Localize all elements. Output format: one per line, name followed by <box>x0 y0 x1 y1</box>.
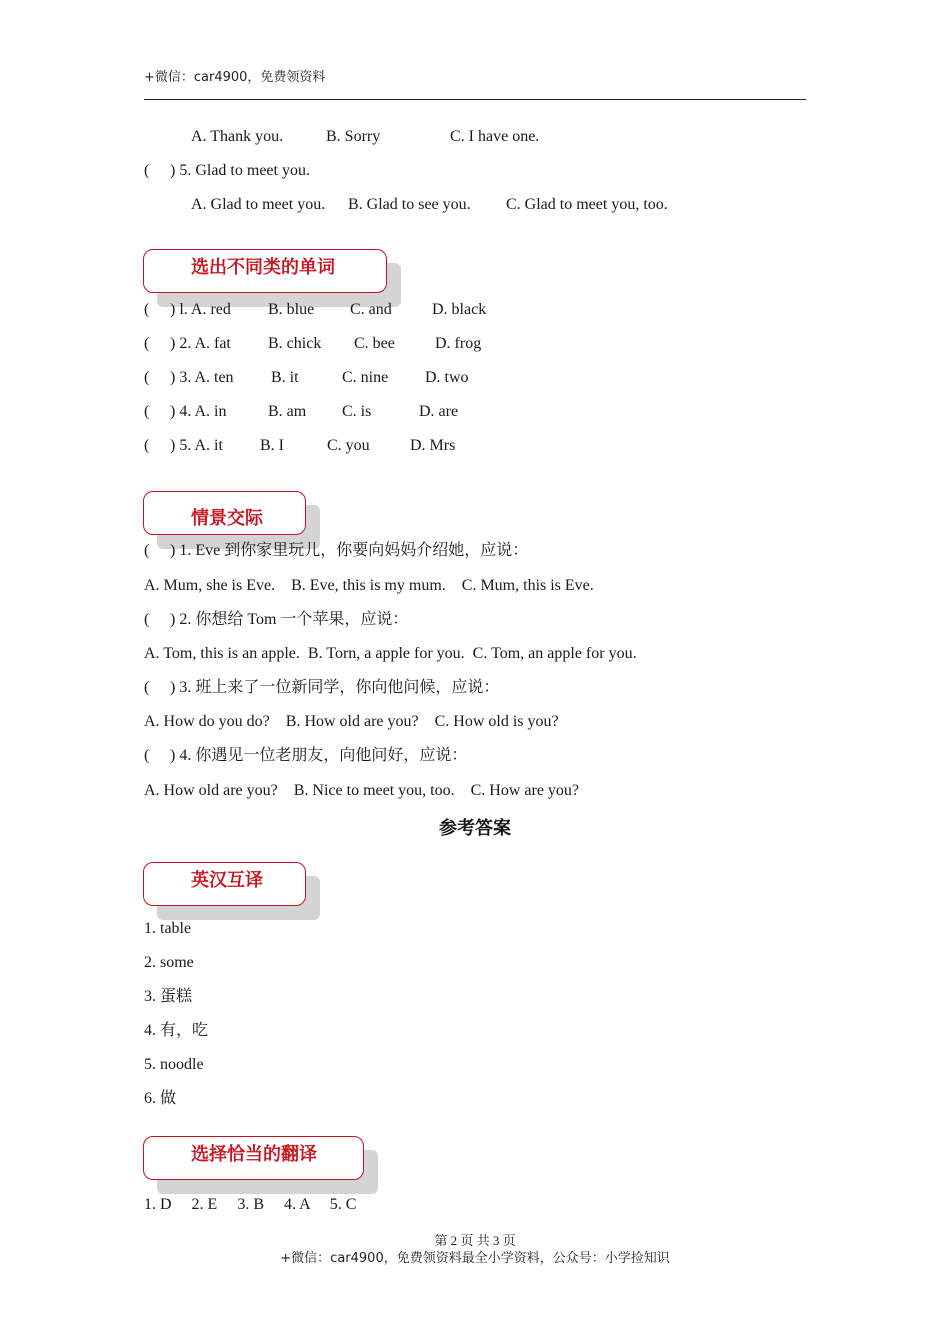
answer-key-title: 参考答案 <box>439 818 511 839</box>
option-c: C. you <box>327 437 370 454</box>
question-stem: ) 2. A. fat <box>170 335 231 352</box>
option-c: C. I have one. <box>450 128 540 145</box>
answer-paren: ( <box>144 369 150 386</box>
section-title: 选择恰当的翻译 <box>191 1144 317 1165</box>
question-stem: ) 4. A. in <box>170 403 227 420</box>
option-b: B. Glad to see you. <box>348 196 471 213</box>
choose-answers: 1. D 2. E 3. B 4. A 5. C <box>144 1196 357 1213</box>
answer-item: 2. some <box>144 954 194 971</box>
odd-row <box>0 368 950 388</box>
question-stem: ) 3. A. ten <box>170 369 234 386</box>
odd-row <box>0 402 950 422</box>
situation-options: A. How do you do? B. How old are you? C. How old is you? <box>144 713 559 730</box>
option-c: C. bee <box>354 335 395 352</box>
question-stem: ) 3. 班上来了一位新同学，你向他问候，应说： <box>170 679 500 696</box>
header-divider <box>144 99 806 100</box>
section-title: 选出不同类的单词 <box>191 257 335 278</box>
answer-paren: ( <box>144 542 150 559</box>
option-b: B. it <box>271 369 299 386</box>
prev-q5-options <box>0 195 950 215</box>
answer-item: 3. 蛋糕 <box>144 988 193 1005</box>
option-c: C. and <box>350 301 392 318</box>
option-a: A. Glad to meet you. <box>191 196 326 213</box>
answer-item: 1. table <box>144 920 192 937</box>
question-stem: ) 1. Eve 到你家里玩儿，你要向妈妈介绍她，应说： <box>170 542 529 559</box>
situation-options: A. How old are you? B. Nice to meet you, too. C. How are you? <box>144 782 580 799</box>
option-c: C. nine <box>342 369 389 386</box>
page-number: 第 2 页 共 3 页 <box>434 1233 516 1248</box>
answer-paren: ( <box>144 301 150 318</box>
answer-paren: ( <box>144 747 150 764</box>
section-title: 情景交际 <box>191 508 263 529</box>
option-b: B. I <box>260 437 284 454</box>
option-b: B. am <box>268 403 307 420</box>
answer-paren: ( <box>144 437 150 454</box>
option-d: D. black <box>432 301 487 318</box>
option-d: D. are <box>419 403 459 420</box>
question-stem: ) 2. 你想给 Tom 一个苹果，应说： <box>170 611 409 628</box>
answer-item: 6. 做 <box>144 1090 177 1107</box>
question-stem: ) 5. A. it <box>170 437 223 454</box>
situation-question <box>0 541 950 561</box>
section-title: 英汉互译 <box>191 870 263 891</box>
situation-question <box>0 610 950 630</box>
option-c: C. is <box>342 403 372 420</box>
option-d: D. frog <box>435 335 482 352</box>
answer-paren: ( <box>144 335 150 352</box>
option-b: B. chick <box>268 335 322 352</box>
option-b: B. blue <box>268 301 315 318</box>
option-a: A. Thank you. <box>191 128 284 145</box>
question-stem: ) 5. Glad to meet you. <box>170 162 310 179</box>
situation-question <box>0 678 950 698</box>
page-header: +微信：car4900，免费领资料 <box>144 70 326 85</box>
situation-options: A. Tom, this is an apple. B. Torn, a apple for you. C. Tom, an apple for you. <box>144 645 637 662</box>
answer-paren: ( <box>144 611 150 628</box>
answer-paren: ( <box>144 679 150 696</box>
situation-question <box>0 746 950 766</box>
answer-item: 4. 有，吃 <box>144 1022 209 1039</box>
prev-q5 <box>0 161 950 181</box>
option-b: B. Sorry <box>326 128 381 145</box>
answer-paren: ( <box>144 403 150 420</box>
option-d: D. Mrs <box>410 437 456 454</box>
prev-q4-options <box>0 127 950 147</box>
odd-row <box>0 300 950 320</box>
option-c: C. Glad to meet you, too. <box>506 196 668 213</box>
answer-item: 5. noodle <box>144 1056 204 1073</box>
situation-options: A. Mum, she is Eve. B. Eve, this is my mum. C. Mum, this is Eve. <box>144 577 594 594</box>
question-stem: ) l. A. red <box>170 301 231 318</box>
odd-row <box>0 436 950 456</box>
answer-paren: ( <box>144 162 150 179</box>
option-d: D. two <box>425 369 469 386</box>
page-footer: +微信：car4900，免费领资料最全小学资料，公众号：小学捡知识 <box>280 1251 670 1266</box>
odd-row <box>0 334 950 354</box>
question-stem: ) 4. 你遇见一位老朋友，向他问好，应说： <box>170 747 468 764</box>
